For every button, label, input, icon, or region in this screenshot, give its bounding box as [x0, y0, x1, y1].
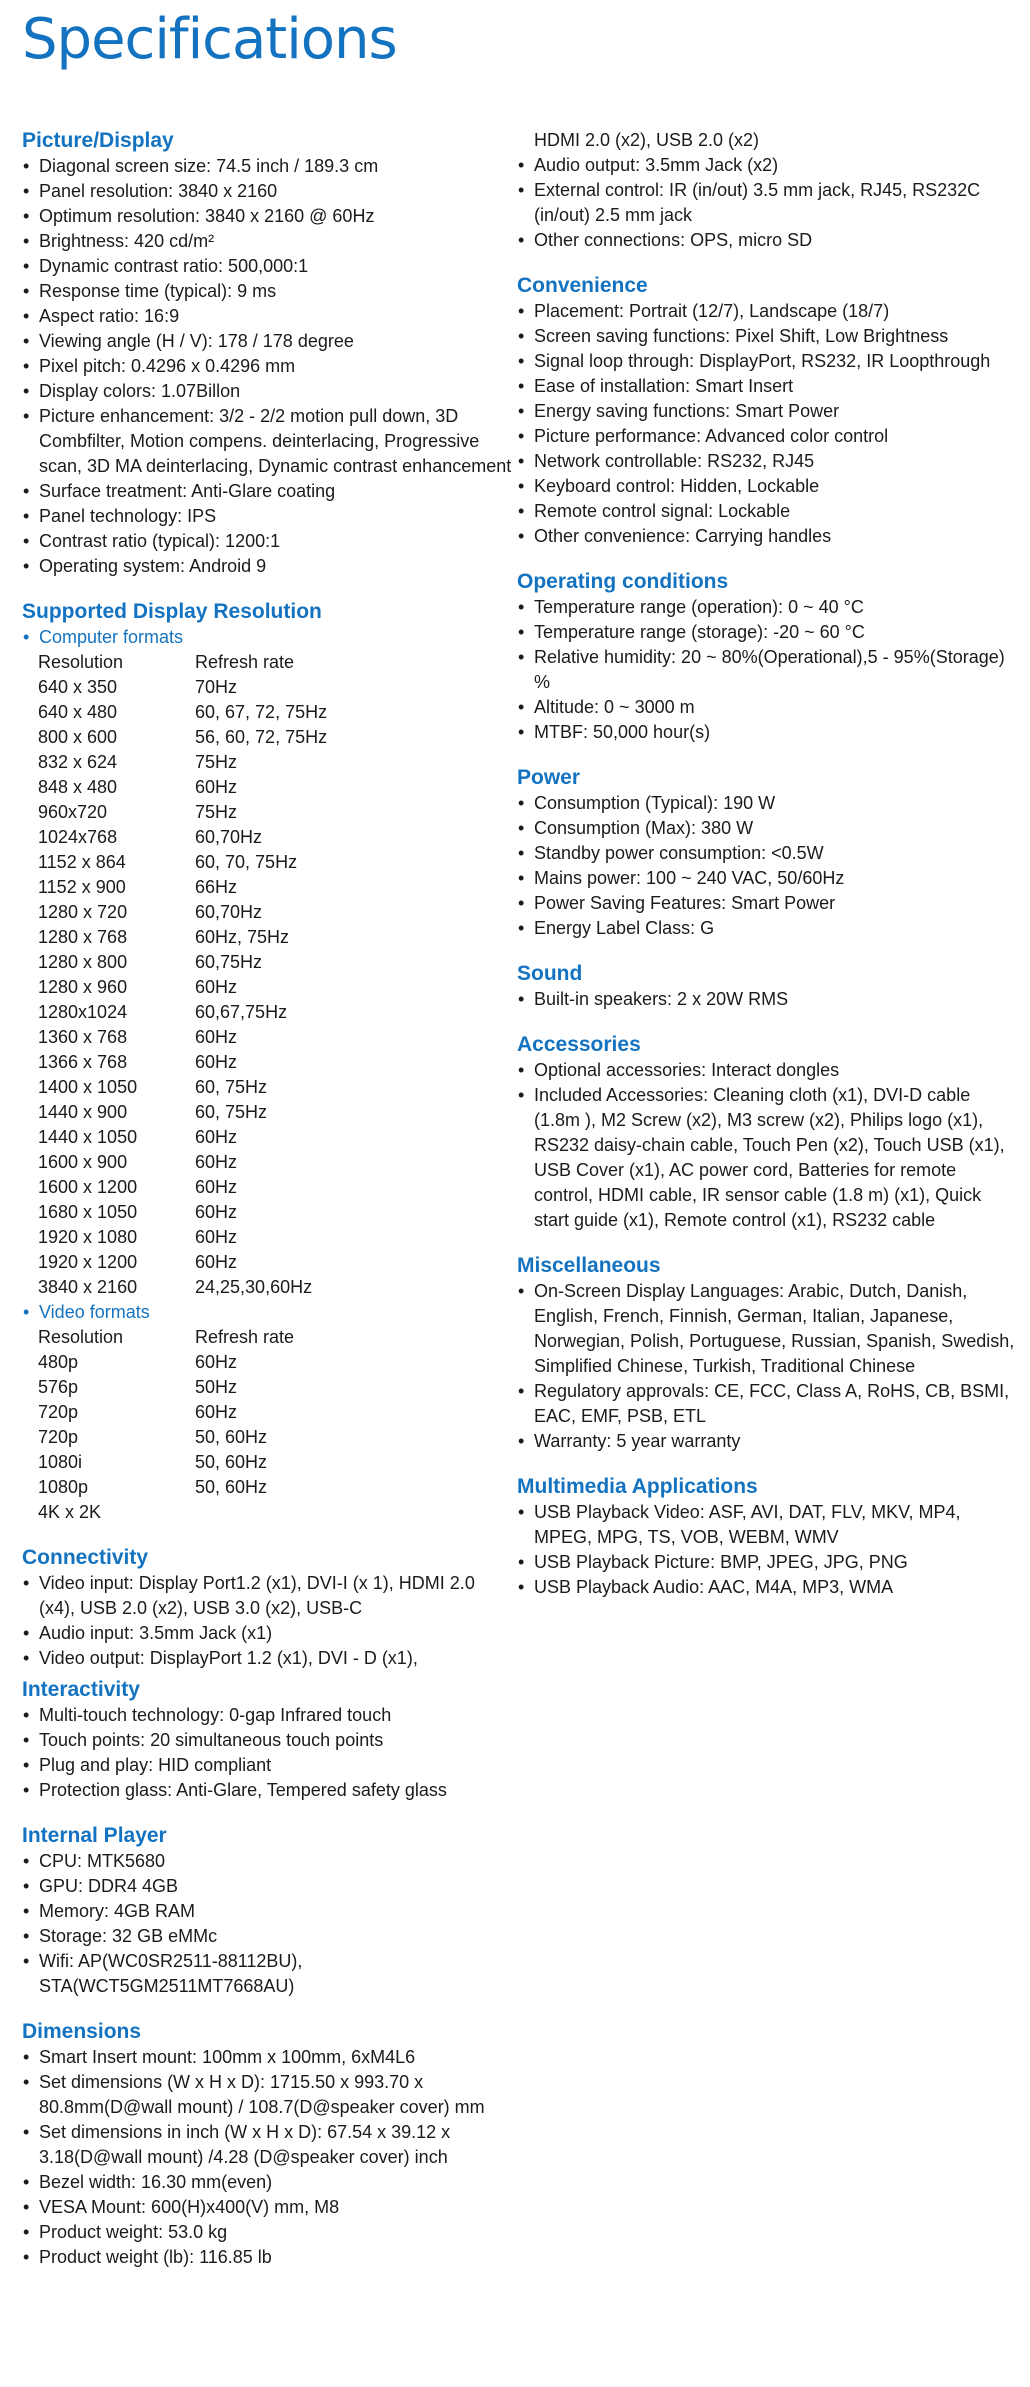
spec-item: • Network controllable: RS232, RJ45 — [517, 449, 1017, 474]
resolution-cell: 1080i — [38, 1452, 83, 1472]
spec-item: • Response time (typical): 9 ms — [22, 279, 512, 304]
resolution-cell: 720p — [38, 1427, 79, 1447]
spec-item-continued: HDMI 2.0 (x2), USB 2.0 (x2) — [534, 130, 760, 150]
refresh-rate-cell: 60Hz, 75Hz — [195, 927, 290, 947]
spec-item: • Surface treatment: Anti-Glare coating — [22, 479, 512, 504]
section-miscellaneous — [517, 1253, 1017, 1454]
spec-item: • Multi-touch technology: 0-gap Infrared touch — [22, 1703, 512, 1728]
table-row — [38, 1275, 327, 1300]
spec-item: • USB Playback Video: ASF, AVI, DAT, FLV, MKV, MP4, MPEG, MPG, TS, VOB, WEBM, WMV — [517, 1500, 1017, 1550]
refresh-rate-cell: 60, 67, 72, 75Hz — [195, 702, 328, 722]
resolution-cell: 1600 x 1200 — [38, 1177, 138, 1197]
section-heading: Picture/Display — [22, 129, 174, 152]
section-power — [517, 765, 1017, 941]
spec-item: • Operating system: Android 9 — [22, 554, 512, 579]
refresh-rate-cell: 75Hz — [195, 752, 238, 772]
section-heading: Power — [517, 766, 581, 789]
computer-formats-label: • Computer formats — [22, 625, 512, 650]
spec-item: • Audio input: 3.5mm Jack (x1) — [22, 1621, 512, 1646]
resolution-cell: 1366 x 768 — [38, 1052, 128, 1072]
table-row — [38, 1475, 294, 1500]
table-row — [38, 1350, 294, 1375]
spec-item: • VESA Mount: 600(H)x400(V) mm, M8 — [22, 2195, 512, 2220]
section-heading: Interactivity — [22, 1678, 140, 1701]
resolution-cell: 1920 x 1080 — [38, 1227, 138, 1247]
spec-item: • Set dimensions in inch (W x H x D): 67.54 x 39.12 x 3.18(D@wall mount) /4.28 (D@speaker cover) inch — [22, 2120, 512, 2170]
refresh-rate-cell: 60Hz — [195, 1402, 238, 1422]
table-row — [38, 700, 327, 725]
spec-item: • Built-in speakers: 2 x 20W RMS — [517, 987, 1017, 1012]
resolution-cell: 720p — [38, 1402, 79, 1422]
spec-list — [517, 1279, 1017, 1454]
table-row — [38, 825, 327, 850]
section-heading: Miscellaneous — [517, 1254, 661, 1277]
table-row — [38, 1200, 327, 1225]
refresh-rate-cell: 60Hz — [195, 1177, 238, 1197]
spec-item: • Contrast ratio (typical): 1200:1 — [22, 529, 512, 554]
resolution-cell: 1280 x 768 — [38, 927, 128, 947]
spec-list — [22, 625, 512, 650]
section-heading: Accessories — [517, 1033, 641, 1056]
refresh-rate-cell — [195, 1500, 294, 1525]
spec-item: • Viewing angle (H / V): 178 / 178 degree — [22, 329, 512, 354]
spec-item: • Remote control signal: Lockable — [517, 499, 1017, 524]
table-row — [38, 975, 327, 1000]
table-row — [38, 775, 327, 800]
table-row — [38, 1125, 327, 1150]
spec-item: • Panel technology: IPS — [22, 504, 512, 529]
spec-item: • Dynamic contrast ratio: 500,000:1 — [22, 254, 512, 279]
spec-item: • Wifi: AP(WC0SR2511-88112BU), STA(WCT5GM2511MT7668AU) — [22, 1949, 512, 1999]
spec-list — [22, 1849, 512, 1999]
spec-item: • Included Accessories: Cleaning cloth (x1), DVI-D cable (1.8m ), M2 Screw (x2), M3 screw (x2), Philips logo (x1), RS232 daisy-chain cable, Touch Pen (x2), Touch USB (x1), USB Cover (x1), AC power cord, Batteries for remote control, HDMI cable, IR sensor cable (1.8 m) (x1), Quick start guide (x1), Remote control (x1), RS232 cable — [517, 1083, 1017, 1233]
table-row — [38, 1050, 327, 1075]
refresh-rate-cell: 60Hz — [195, 1127, 238, 1147]
resolution-cell: 1280 x 960 — [38, 977, 128, 997]
spec-item: • Pixel pitch: 0.4296 x 0.4296 mm — [22, 354, 512, 379]
refresh-rate-cell: 60,70Hz — [195, 827, 263, 847]
resolution-cell: 800 x 600 — [38, 727, 118, 747]
spec-item: • Energy Label Class: G — [517, 916, 1017, 941]
table-row — [38, 800, 327, 825]
table-row — [38, 900, 327, 925]
refresh-rate-cell: 60,67,75Hz — [195, 1002, 288, 1022]
spec-list — [22, 1571, 512, 1671]
spec-item: • Storage: 32 GB eMMc — [22, 1924, 512, 1949]
resolution-cell: 1360 x 768 — [38, 1027, 128, 1047]
resolution-cell: 1440 x 1050 — [38, 1127, 138, 1147]
spec-list — [22, 1703, 512, 1803]
spec-item: • GPU: DDR4 4GB — [22, 1874, 512, 1899]
refresh-rate-cell: 60Hz — [195, 1352, 238, 1372]
spec-list — [22, 2045, 512, 2270]
table-row — [38, 1175, 327, 1200]
spec-item: • Signal loop through: DisplayPort, RS232, IR Loopthrough — [517, 349, 1017, 374]
resolution-cell: 1080p — [38, 1477, 89, 1497]
spec-item: • Product weight (lb): 116.85 lb — [22, 2245, 512, 2270]
refresh-rate-cell: 50, 60Hz — [195, 1452, 268, 1472]
table-row — [38, 1400, 294, 1425]
section-heading: Multimedia Applications — [517, 1475, 758, 1498]
refresh-rate-cell: 60Hz — [195, 1152, 238, 1172]
section-heading: Sound — [517, 962, 583, 985]
section-heading: Dimensions — [22, 2020, 142, 2043]
spec-item: • Diagonal screen size: 74.5 inch / 189.3 cm — [22, 154, 512, 179]
section-heading: Convenience — [517, 274, 648, 297]
refresh-rate-cell: 60, 70, 75Hz — [195, 852, 298, 872]
spec-list — [517, 595, 1017, 745]
spec-item: • USB Playback Picture: BMP, JPEG, JPG, PNG — [517, 1550, 1017, 1575]
refresh-rate-cell: 60Hz — [195, 1202, 238, 1222]
table-header-row — [38, 1325, 294, 1350]
spec-list — [517, 299, 1017, 549]
computer-formats-table — [38, 650, 327, 1300]
table-row — [38, 1000, 327, 1025]
video-formats-label: • Video formats — [22, 1300, 512, 1325]
refresh-rate-cell: 60, 75Hz — [195, 1077, 268, 1097]
spec-item: • Optional accessories: Interact dongles — [517, 1058, 1017, 1083]
section-heading: Connectivity — [22, 1546, 149, 1569]
spec-item: • MTBF: 50,000 hour(s) — [517, 720, 1017, 745]
resolution-cell: 848 x 480 — [38, 777, 118, 797]
refresh-rate-cell: 60Hz — [195, 977, 238, 997]
resolution-cell: 832 x 624 — [38, 752, 118, 772]
table-row — [38, 725, 327, 750]
table-row — [38, 1025, 327, 1050]
spec-item: • Brightness: 420 cd/m² — [22, 229, 512, 254]
refresh-rate-cell: 50, 60Hz — [195, 1427, 268, 1447]
spec-item: • Consumption (Typical): 190 W — [517, 791, 1017, 816]
spec-item: • Temperature range (storage): -20 ~ 60 °C — [517, 620, 1017, 645]
resolution-cell: 4K x 2K — [38, 1502, 102, 1522]
spec-item: • Smart Insert mount: 100mm x 100mm, 6xM4L6 — [22, 2045, 512, 2070]
table-row — [38, 1100, 327, 1125]
table-row — [38, 1450, 294, 1475]
spec-list — [517, 987, 1017, 1012]
spec-item: • Display colors: 1.07Billon — [22, 379, 512, 404]
section-accessories — [517, 1032, 1017, 1233]
spec-item: • Screen saving functions: Pixel Shift, Low Brightness — [517, 324, 1017, 349]
resolution-cell: 1280x1024 — [38, 1002, 128, 1022]
spec-item: • Regulatory approvals: CE, FCC, Class A, RoHS, CB, BSMI, EAC, EMF, PSB, ETL — [517, 1379, 1017, 1429]
video-formats-table — [38, 1325, 294, 1525]
section-operating-conditions — [517, 569, 1017, 745]
resolution-cell: 480p — [38, 1352, 79, 1372]
table-row — [38, 1500, 294, 1525]
spec-item: • Picture enhancement: 3/2 - 2/2 motion pull down, 3D Combfilter, Motion compens. deinterlacing, Progressive scan, 3D MA deinterlacing, Dynamic contrast enhancement — [22, 404, 512, 479]
resolution-cell: 640 x 480 — [38, 702, 118, 722]
section-heading: Internal Player — [22, 1824, 167, 1847]
spec-list — [517, 791, 1017, 941]
resolution-cell: 1024x768 — [38, 827, 118, 847]
refresh-rate-cell: 75Hz — [195, 802, 238, 822]
refresh-rate-cell: 60Hz — [195, 1252, 238, 1272]
resolution-cell: 1152 x 864 — [38, 852, 126, 872]
table-row — [38, 1425, 294, 1450]
section-heading: Operating conditions — [517, 570, 729, 593]
resolution-cell: 1400 x 1050 — [38, 1077, 138, 1097]
spec-item: • Protection glass: Anti-Glare, Tempered safety glass — [22, 1778, 512, 1803]
spec-item: • Memory: 4GB RAM — [22, 1899, 512, 1924]
spec-list — [22, 154, 512, 579]
spec-item: • Bezel width: 16.30 mm(even) — [22, 2170, 512, 2195]
resolution-cell: 1152 x 900 — [38, 877, 126, 897]
spec-item: • Panel resolution: 3840 x 2160 — [22, 179, 512, 204]
resolution-cell: 1680 x 1050 — [38, 1202, 138, 1222]
right-column — [517, 128, 1017, 1620]
table-row — [38, 1150, 327, 1175]
spec-item: • Warranty: 5 year warranty — [517, 1429, 1017, 1454]
spec-item: • Video input: Display Port1.2 (x1), DVI-I (x 1), HDMI 2.0 (x4), USB 2.0 (x2), USB 3.0 (x2), USB-C — [22, 1571, 512, 1621]
table-row — [38, 925, 327, 950]
table-row — [38, 675, 327, 700]
resolution-cell: 1920 x 1200 — [38, 1252, 138, 1272]
spec-item: • Audio output: 3.5mm Jack (x2) — [517, 153, 1017, 178]
resolution-cell: 1600 x 900 — [38, 1152, 128, 1172]
spec-item: • Video output: DisplayPort 1.2 (x1), DVI - D (x1), — [22, 1646, 512, 1671]
section-dimensions — [22, 2019, 512, 2270]
spec-item: • External control: IR (in/out) 3.5 mm jack, RJ45, RS232C (in/out) 2.5 mm jack — [517, 178, 1017, 228]
spec-item: • On-Screen Display Languages: Arabic, Dutch, Danish, English, French, Finnish, German, Italian, Japanese, Norwegian, Polish, Portuguese, Russian, Spanish, Swedish, Simplified Chinese, Turkish, Traditional Chinese — [517, 1279, 1017, 1379]
section-multimedia-applications — [517, 1474, 1017, 1600]
spec-item: • Energy saving functions: Smart Power — [517, 399, 1017, 424]
section-heading: Supported Display Resolution — [22, 600, 322, 623]
column-header: Resolution — [38, 652, 124, 672]
resolution-cell: 640 x 350 — [38, 677, 118, 697]
spec-list — [517, 128, 1017, 153]
spec-item: • Plug and play: HID compliant — [22, 1753, 512, 1778]
spec-item: • Standby power consumption: <0.5W — [517, 841, 1017, 866]
section-supported-resolution — [22, 599, 512, 1525]
refresh-rate-cell: 70Hz — [195, 677, 238, 697]
spec-item: • CPU: MTK5680 — [22, 1849, 512, 1874]
section-picture-display — [22, 128, 512, 579]
column-header: Refresh rate — [195, 1327, 295, 1347]
spec-list — [22, 1300, 512, 1325]
section-convenience — [517, 273, 1017, 549]
spec-list — [517, 153, 1017, 253]
section-interactivity — [22, 1677, 512, 1803]
spec-item: • Placement: Portrait (12/7), Landscape (18/7) — [517, 299, 1017, 324]
spec-item: • Ease of installation: Smart Insert — [517, 374, 1017, 399]
refresh-rate-cell: 66Hz — [195, 877, 238, 897]
resolution-cell: 1440 x 900 — [38, 1102, 128, 1122]
table-row — [38, 850, 327, 875]
spec-item: • Power Saving Features: Smart Power — [517, 891, 1017, 916]
section-internal-player — [22, 1823, 512, 1999]
table-row — [38, 950, 327, 975]
section-connectivity — [22, 1545, 512, 1671]
spec-item: • Other connections: OPS, micro SD — [517, 228, 1017, 253]
spec-item: • Keyboard control: Hidden, Lockable — [517, 474, 1017, 499]
section-sound — [517, 961, 1017, 1012]
spec-item: • Temperature range (operation): 0 ~ 40 °C — [517, 595, 1017, 620]
spec-item: • Aspect ratio: 16:9 — [22, 304, 512, 329]
resolution-cell: 576p — [38, 1377, 79, 1397]
spec-list — [517, 1058, 1017, 1233]
table-row — [38, 1250, 327, 1275]
refresh-rate-cell: 60Hz — [195, 1052, 238, 1072]
spec-item: • USB Playback Audio: AAC, M4A, MP3, WMA — [517, 1575, 1017, 1600]
resolution-cell: 3840 x 2160 — [38, 1277, 138, 1297]
page-title: Specifications — [22, 7, 397, 72]
spec-item: • Other convenience: Carrying handles — [517, 524, 1017, 549]
refresh-rate-cell: 60Hz — [195, 777, 238, 797]
spec-item: • Mains power: 100 ~ 240 VAC, 50/60Hz — [517, 866, 1017, 891]
spec-item: • Altitude: 0 ~ 3000 m — [517, 695, 1017, 720]
table-row — [38, 750, 327, 775]
spec-item: • Relative humidity: 20 ~ 80%(Operational),5 - 95%(Storage) % — [517, 645, 1017, 695]
spec-item: • Set dimensions (W x H x D): 1715.50 x 993.70 x 80.8mm(D@wall mount) / 108.7(D@speaker cover) mm — [22, 2070, 512, 2120]
resolution-cell: 1280 x 720 — [38, 902, 128, 922]
refresh-rate-cell: 50, 60Hz — [195, 1477, 268, 1497]
refresh-rate-cell: 60,70Hz — [195, 902, 263, 922]
refresh-rate-cell: 60,75Hz — [195, 952, 263, 972]
left-column — [22, 128, 512, 2290]
table-header-row — [38, 650, 327, 675]
table-row — [38, 1225, 327, 1250]
refresh-rate-cell: 60Hz — [195, 1227, 238, 1247]
refresh-rate-cell: 24,25,30,60Hz — [195, 1277, 313, 1297]
spec-item: • Product weight: 53.0 kg — [22, 2220, 512, 2245]
table-row — [38, 875, 327, 900]
spec-item: • Touch points: 20 simultaneous touch points — [22, 1728, 512, 1753]
column-header: Refresh rate — [195, 652, 295, 672]
resolution-cell: 1280 x 800 — [38, 952, 128, 972]
refresh-rate-cell: 60Hz — [195, 1027, 238, 1047]
column-header: Resolution — [38, 1327, 124, 1347]
refresh-rate-cell: 50Hz — [195, 1377, 238, 1397]
refresh-rate-cell: 60, 75Hz — [195, 1102, 268, 1122]
spec-item: • Optimum resolution: 3840 x 2160 @ 60Hz — [22, 204, 512, 229]
table-row — [38, 1375, 294, 1400]
section-connectivity-continued — [517, 128, 1017, 253]
refresh-rate-cell: 56, 60, 72, 75Hz — [195, 727, 328, 747]
spec-item: • Consumption (Max): 380 W — [517, 816, 1017, 841]
table-row — [38, 1075, 327, 1100]
spec-item: • Picture performance: Advanced color control — [517, 424, 1017, 449]
spec-list — [517, 1500, 1017, 1600]
resolution-cell: 960x720 — [38, 802, 108, 822]
